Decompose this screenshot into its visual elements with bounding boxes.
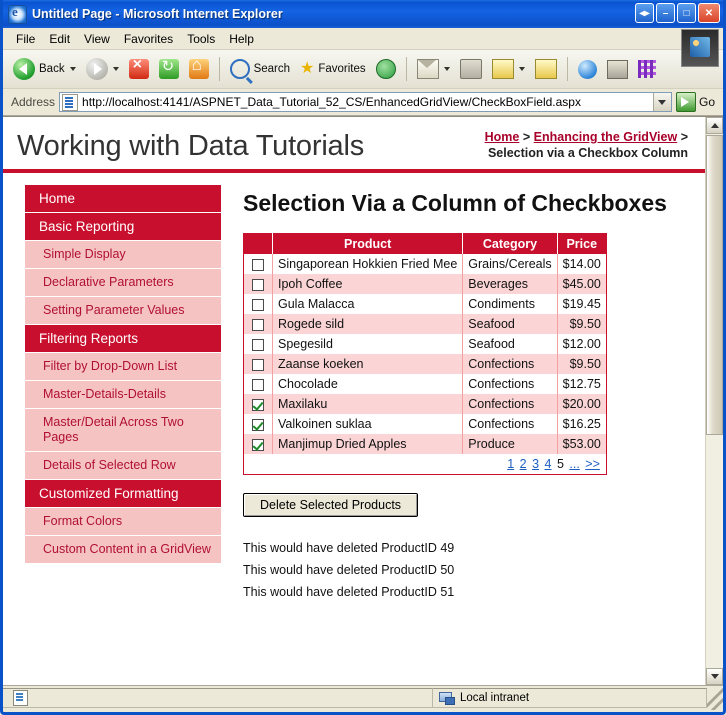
cell-product: Ipoh Coffee [273, 274, 463, 294]
breadcrumb-sep-2: > [680, 130, 688, 144]
pager-page-1[interactable]: 1 [507, 457, 515, 471]
mail-icon [417, 59, 439, 79]
window-controls [635, 3, 720, 23]
page-body [3, 173, 706, 603]
cell-category: Condiments [463, 294, 557, 314]
pager-current-page: 5 [556, 457, 564, 471]
maximize-button[interactable]: □ [677, 3, 696, 23]
address-url-text: http://localhost:4141/ASPNET_Data_Tutorial_52_CS/EnhancedGridView/CheckBoxField.aspx [82, 95, 581, 109]
title-bar [3, 0, 723, 28]
menu-item-help[interactable]: Help [229, 31, 254, 46]
pager-row [244, 454, 607, 475]
cell-category: Confections [463, 374, 557, 394]
cell-product: Singaporean Hokkien Fried Mee [273, 254, 463, 274]
delete-selected-products-button[interactable]: Delete Selected Products [243, 493, 418, 517]
sidebar-item-custom-content-in-a-gridview[interactable]: Custom Content in a GridView [25, 536, 221, 564]
sidebar-item-basic-reporting[interactable]: Basic Reporting [25, 213, 221, 241]
sidebar-nav [25, 185, 221, 603]
row-checkbox-cell[interactable] [244, 354, 273, 374]
scrollbar-thumb[interactable] [706, 135, 723, 435]
sidebar-item-master-detail-across-two-pages[interactable]: Master/Detail Across Two Pages [25, 409, 221, 452]
pager-next[interactable]: >> [585, 457, 600, 471]
home-icon [189, 59, 209, 79]
cell-product: Valkoinen suklaa [273, 414, 463, 434]
breadcrumb [485, 129, 688, 163]
cell-product: Chocolade [273, 374, 463, 394]
cell-category: Beverages [463, 274, 557, 294]
close-button[interactable]: ✕ [698, 3, 720, 23]
resize-grip[interactable] [707, 686, 723, 710]
sidebar-item-format-colors[interactable]: Format Colors [25, 508, 221, 536]
status-bar [3, 685, 723, 710]
cell-category: Confections [463, 394, 557, 414]
message-line: This would have deleted ProductID 51 [243, 585, 455, 599]
breadcrumb-home-link[interactable]: Home [484, 130, 520, 144]
cell-product: Manjimup Dried Apples [273, 434, 463, 454]
address-dropdown-button[interactable] [653, 93, 671, 111]
network-icon [439, 691, 455, 705]
row-checkbox-cell[interactable] [244, 254, 273, 274]
restore-group-button[interactable]: ◂▸ [635, 3, 654, 23]
chevron-down-icon [658, 100, 666, 105]
search-label: Search [253, 63, 291, 75]
research-button[interactable] [634, 54, 660, 84]
products-gridview [243, 233, 607, 475]
scroll-up-button[interactable] [706, 117, 723, 134]
status-messages [243, 537, 692, 603]
cell-product: Gula Malacca [273, 294, 463, 314]
row-checkbox-cell[interactable] [244, 314, 273, 334]
favorites-star-icon: ★ [300, 60, 315, 77]
breadcrumb-section-link[interactable]: Enhancing the GridView [533, 130, 678, 144]
table-header-row [244, 234, 607, 255]
sidebar-item-details-of-selected-row[interactable]: Details of Selected Row [25, 452, 221, 480]
menu-item-edit[interactable]: Edit [49, 31, 71, 46]
column-header-category[interactable]: Category [463, 234, 557, 255]
sidebar-item-setting-parameter-values[interactable]: Setting Parameter Values [25, 297, 221, 325]
sidebar-item-master-details-details[interactable]: Master-Details-Details [25, 381, 221, 409]
cell-category: Seafood [463, 334, 557, 354]
row-checkbox[interactable] [252, 379, 264, 391]
menu-item-tools[interactable]: Tools [187, 31, 216, 46]
stop-button[interactable] [125, 54, 153, 84]
row-checkbox-checked[interactable] [252, 439, 264, 451]
toolbar-separator-2 [406, 57, 407, 81]
history-icon [376, 59, 396, 79]
cell-product: Spegesild [273, 334, 463, 354]
brand-logo-icon [681, 29, 719, 67]
table-row [244, 274, 607, 294]
row-checkbox-cell[interactable] [244, 394, 273, 414]
breadcrumb-sep-1: > [522, 130, 531, 144]
row-checkbox[interactable] [252, 299, 264, 311]
message-line: This would have deleted ProductID 49 [243, 541, 455, 555]
row-checkbox-checked[interactable] [252, 419, 264, 431]
search-icon [230, 59, 250, 79]
cell-price: $9.50 [557, 314, 606, 334]
pager-cell [244, 454, 607, 475]
forward-icon [86, 58, 108, 80]
window-title: Untitled Page - Microsoft Internet Explorer [32, 7, 283, 21]
forward-button[interactable] [82, 54, 123, 84]
refresh-icon [159, 59, 179, 79]
forward-dropdown-icon[interactable] [113, 67, 119, 71]
sidebar-item-filter-by-drop-down-list[interactable]: Filter by Drop-Down List [25, 353, 221, 381]
cell-price: $9.50 [557, 354, 606, 374]
pager-page-2[interactable]: 2 [519, 457, 527, 471]
back-icon [13, 58, 35, 80]
toolbar-separator [219, 57, 220, 81]
scroll-down-button[interactable] [706, 668, 723, 685]
cell-product: Zaanse koeken [273, 354, 463, 374]
menu-item-favorites[interactable]: Favorites [123, 31, 174, 46]
browser-toolbar [3, 50, 723, 89]
favorites-label: Favorites [318, 63, 366, 75]
page-edit-icon [535, 59, 557, 79]
row-checkbox-cell[interactable] [244, 294, 273, 314]
edit-button[interactable] [488, 54, 529, 84]
table-row [244, 394, 607, 414]
address-bar [3, 89, 723, 116]
pager-ellipsis[interactable]: ... [569, 457, 580, 471]
column-header-product[interactable]: Product [273, 234, 463, 255]
go-label: Go [698, 95, 715, 109]
back-button[interactable] [9, 54, 80, 84]
toolbar-separator-3 [567, 57, 568, 81]
cell-product: Rogede sild [273, 314, 463, 334]
zone-label: Local intranet [460, 692, 530, 704]
back-dropdown-icon[interactable] [70, 67, 76, 71]
go-button[interactable] [676, 92, 719, 112]
cell-category: Grains/Cereals [463, 254, 557, 274]
sidebar-item-declarative-parameters[interactable]: Declarative Parameters [25, 269, 221, 297]
table-row [244, 314, 607, 334]
discuss-button[interactable] [574, 54, 601, 84]
cell-category: Confections [463, 414, 557, 434]
page-edit-button[interactable] [531, 54, 561, 84]
table-row [244, 414, 607, 434]
vertical-scrollbar[interactable] [705, 117, 723, 685]
main-heading: Selection Via a Column of Checkboxes [243, 190, 667, 216]
back-label: Back [39, 63, 65, 75]
row-checkbox-cell[interactable] [244, 374, 273, 394]
refresh-button[interactable] [155, 54, 183, 84]
history-button[interactable] [372, 54, 400, 84]
sidebar-item-filtering-reports[interactable]: Filtering Reports [25, 325, 221, 353]
messenger-button[interactable] [603, 54, 632, 84]
edit-dropdown-icon[interactable] [519, 67, 525, 71]
home-button[interactable] [185, 54, 213, 84]
menu-bar [3, 28, 723, 50]
menu-item-view[interactable]: View [84, 31, 110, 46]
main-content [221, 185, 706, 603]
table-row [244, 294, 607, 314]
row-checkbox-cell[interactable] [244, 414, 273, 434]
chevron-up-icon [711, 123, 719, 128]
cell-price: $19.45 [557, 294, 606, 314]
row-checkbox[interactable] [252, 259, 264, 271]
breadcrumb-current: Selection via a Checkbox Column [487, 146, 688, 160]
page-icon [62, 94, 78, 111]
address-input[interactable] [59, 92, 672, 112]
page-title: Working with Data Tutorials [17, 130, 365, 162]
table-row [244, 434, 607, 454]
security-zone [433, 688, 707, 708]
row-checkbox-cell[interactable] [244, 274, 273, 294]
mail-dropdown-icon[interactable] [444, 67, 450, 71]
menu-item-file[interactable]: File [16, 31, 36, 46]
cell-price: $20.00 [557, 394, 606, 414]
go-arrow-icon [676, 92, 696, 112]
ie-logo-icon [8, 5, 27, 24]
cell-product: Maxilaku [273, 394, 463, 414]
stop-icon [129, 59, 149, 79]
discuss-icon [578, 60, 597, 79]
edit-icon [492, 59, 514, 79]
pager-page-3[interactable]: 3 [532, 457, 540, 471]
message-line: This would have deleted ProductID 50 [243, 563, 455, 577]
row-checkbox-cell[interactable] [244, 334, 273, 354]
favorites-button[interactable] [296, 54, 370, 84]
table-row [244, 334, 607, 354]
print-icon [460, 59, 482, 79]
research-icon [638, 60, 656, 78]
sidebar-item-home[interactable]: Home [25, 185, 221, 213]
column-header-checkbox[interactable] [244, 234, 273, 255]
cell-category: Confections [463, 354, 557, 374]
search-button[interactable] [226, 54, 294, 84]
cell-price: $14.00 [557, 254, 606, 274]
table-row [244, 354, 607, 374]
cell-price: $12.00 [557, 334, 606, 354]
page-status-icon [13, 690, 28, 706]
status-message [3, 688, 433, 708]
minimize-button[interactable]: – [656, 3, 675, 23]
row-checkbox[interactable] [252, 319, 264, 331]
pager-page-4[interactable]: 4 [544, 457, 552, 471]
mail-button[interactable] [413, 54, 454, 84]
cell-category: Seafood [463, 314, 557, 334]
print-button[interactable] [456, 54, 486, 84]
column-header-price[interactable]: Price [557, 234, 606, 255]
site-header [3, 117, 706, 173]
row-checkbox[interactable] [252, 279, 264, 291]
cell-price: $53.00 [557, 434, 606, 454]
sidebar-item-customized-formatting[interactable]: Customized Formatting [25, 480, 221, 508]
messenger-icon [607, 60, 628, 79]
cell-price: $12.75 [557, 374, 606, 394]
web-page [3, 117, 706, 685]
cell-price: $16.25 [557, 414, 606, 434]
cell-price: $45.00 [557, 274, 606, 294]
table-row [244, 254, 607, 274]
cell-category: Produce [463, 434, 557, 454]
content-area [3, 116, 723, 685]
row-checkbox-checked[interactable] [252, 399, 264, 411]
address-label: Address [11, 95, 56, 109]
sidebar-item-simple-display[interactable]: Simple Display [25, 241, 221, 269]
table-row [244, 374, 607, 394]
row-checkbox[interactable] [252, 339, 264, 351]
row-checkbox-cell[interactable] [244, 434, 273, 454]
row-checkbox[interactable] [252, 359, 264, 371]
chevron-down-icon [711, 674, 719, 679]
